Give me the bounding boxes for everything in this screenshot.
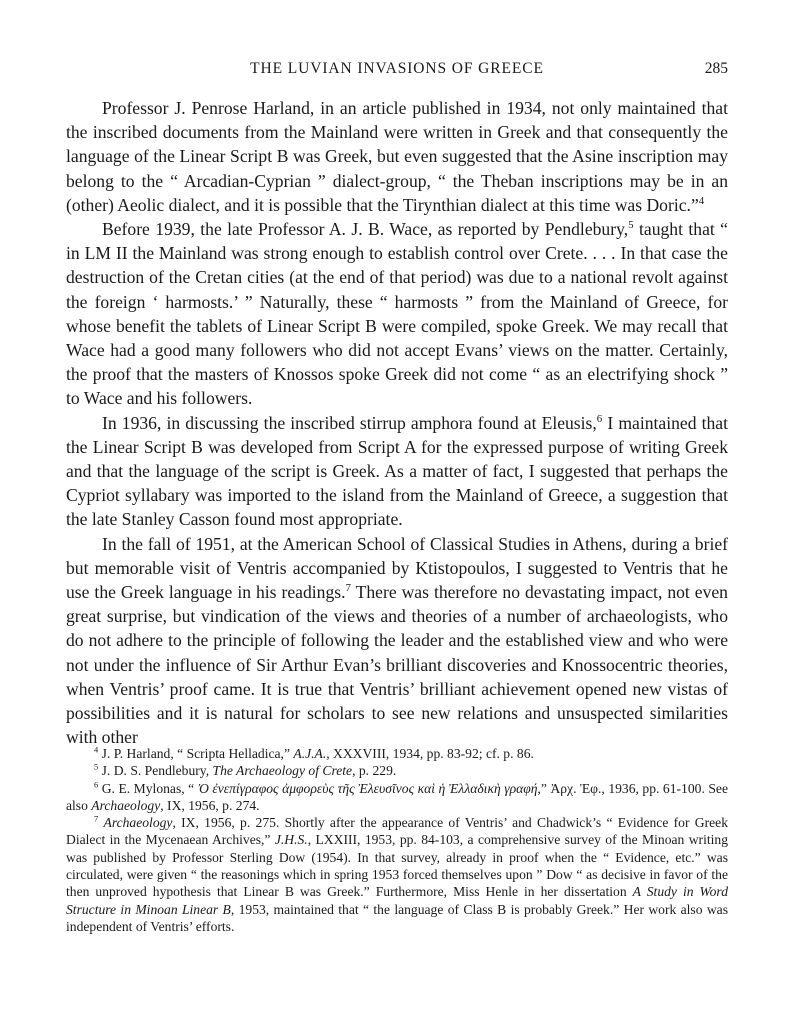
journal-title: Archaeology xyxy=(103,815,173,831)
footnote-text: , 1953, maintained that “ the language of Class B is probably Greek.” Her work also was independent of Ventris’ efforts. xyxy=(66,901,728,934)
paragraph-text: taught that “ in LM II the Mainland was strong enough to establish control over Crete. . . . In that case the destruction of the Cretan cities (at the end of that period) was due to a national revolt against the foreign ‘ harmosts.’ ” Naturally, these “ harmosts ” from the Mainland of Greece, for whose benefit the tablets of Linear Script B were compiled, spoke Greek. We may recall that Wace had a good many followers who did not accept Evans’ views on the matter. Certainly, the proof that the masters of Knossos spoke Greek did not come “ as an electrifying shock ” to Wace and his followers. xyxy=(66,219,728,409)
footnote-text: G. E. Mylonas, “ xyxy=(98,780,198,796)
footnote-ref-4[interactable]: 4 xyxy=(698,194,705,207)
footnote-7 xyxy=(66,814,728,935)
footnote-ref-5[interactable]: 5 xyxy=(628,219,634,232)
paragraph-text: There was therefore no devastating impact, not even great surprise, but vindication of the views and theories of a number of archaeologists, who do not adhere to the principle of following the leader and the established view and who were not under the influence of Sir Arthur Evan’s brilliant discoveries and Knossocentric theories, when Ventris’ proof came. It is true that Ventris’ brilliant achievement opened new vistas of possibilities and it is natural for scholars to see new relations and unsuspected similarities with other xyxy=(66,582,728,748)
running-title: THE LUVIAN INVASIONS OF GREECE xyxy=(250,60,544,77)
page-number: 285 xyxy=(704,60,728,77)
paragraph-harland xyxy=(66,96,728,217)
footnote-4 xyxy=(66,745,728,762)
greek-title: Ὀ ἐνεπίγραφος ἀμφορεὺς τῆς Ἐλευσῖνος καὶ ἡ Ἐλλαδικὴ γραφή xyxy=(197,780,538,796)
paragraph-ventris xyxy=(66,532,728,750)
paragraph-text: In 1936, in discussing the inscribed stirrup amphora found at Eleusis, xyxy=(102,412,597,433)
book-title: The Archaeology of Crete xyxy=(212,763,353,779)
paragraph-text: Before 1939, the late Professor A. J. B. Wace, as reported by Pendlebury, xyxy=(102,219,629,240)
book-title: A Study in Word Structure in Minoan Linear B xyxy=(66,884,729,917)
paragraph-text: Professor J. Penrose Harland, in an article published in 1934, not only maintained that the inscribed documents from the Mainland were written in Greek and that consequently the language of the Linear Script B was Greek, but even suggested that the Asine inscription may belong to the “ Arcadian-Cyprian ” dialect-group, “ the Theban inscriptions may be in an (other) Aeolic dialect, and it is possible that the Tirynthian dialect at this time was Doric.” xyxy=(66,98,728,215)
paragraph-eleusis xyxy=(66,411,728,532)
footnote-text: , p. 229. xyxy=(352,763,397,779)
footnote-ref-7[interactable]: 7 xyxy=(345,582,351,595)
paragraph-text: In the fall of 1951, at the American School of Classical Studies in Athens, during a brief but memorable visit of Ventris accompanied by Ktistopoulos, I suggested to Ventris that he use the Greek language in his readings. xyxy=(66,533,728,603)
footnote-text: , IX, 1956, p. 274. xyxy=(160,797,260,813)
journal-title: J.H.S. xyxy=(274,832,308,848)
journal-title: A.J.A. xyxy=(293,746,327,761)
running-head xyxy=(66,60,728,80)
footnote-text: , XXXVIII, 1934, pp. 83-92; cf. p. 86. xyxy=(326,746,534,761)
footnote-text: ,” Ἀρχ. Ἐφ., 1936, pp. 61-100. See also xyxy=(66,780,728,813)
paragraph-text: I maintained that the Linear Script B was developed from Script A for the expressed purpose of writing Greek and that the language of the script is Greek. As a matter of fact, I suggested that perhaps the Cypriot syllabary was imported to the island from the Mainland of Greece, a suggestion that the late Stanley Casson found most appropriate. xyxy=(66,412,728,530)
footnote-text: J. P. Harland, “ Scripta Helladica,” xyxy=(98,746,294,761)
footnote-6 xyxy=(66,780,728,815)
footnote-number: 4 xyxy=(94,744,99,755)
footnotes xyxy=(66,745,728,935)
footnote-number: 6 xyxy=(94,779,99,790)
footnote-5 xyxy=(66,762,728,779)
footnote-ref-6[interactable]: 6 xyxy=(596,412,603,425)
body-text xyxy=(66,96,728,749)
footnote-text: , LXXIII, 1953, pp. 84-103, a comprehensive survey of the Minoan writing was published by Professor Sterling Dow (1954). In that survey, already in proof when the “ Evidence, etc.” was circulated, were given “ the reasonings which in spring 1953 forced themselves upon ” Dow “ as decisive in favor of the then unproved hypothesis that Linear B was Greek.” Furthermore, Miss Henle in her dissertation xyxy=(66,832,729,900)
footnote-text: J. D. S. Pendlebury, xyxy=(98,763,213,779)
journal-title: Archaeology xyxy=(91,797,161,813)
footnote-number: 7 xyxy=(94,813,99,824)
footnote-number: 5 xyxy=(94,761,99,772)
paragraph-wace xyxy=(66,217,728,411)
footnote-text: , IX, 1956, p. 275. Shortly after the appearance of Ventris’ and Chadwick’s “ Evidence for Greek Dialect in the Mycenaean Archives,” xyxy=(66,815,728,848)
